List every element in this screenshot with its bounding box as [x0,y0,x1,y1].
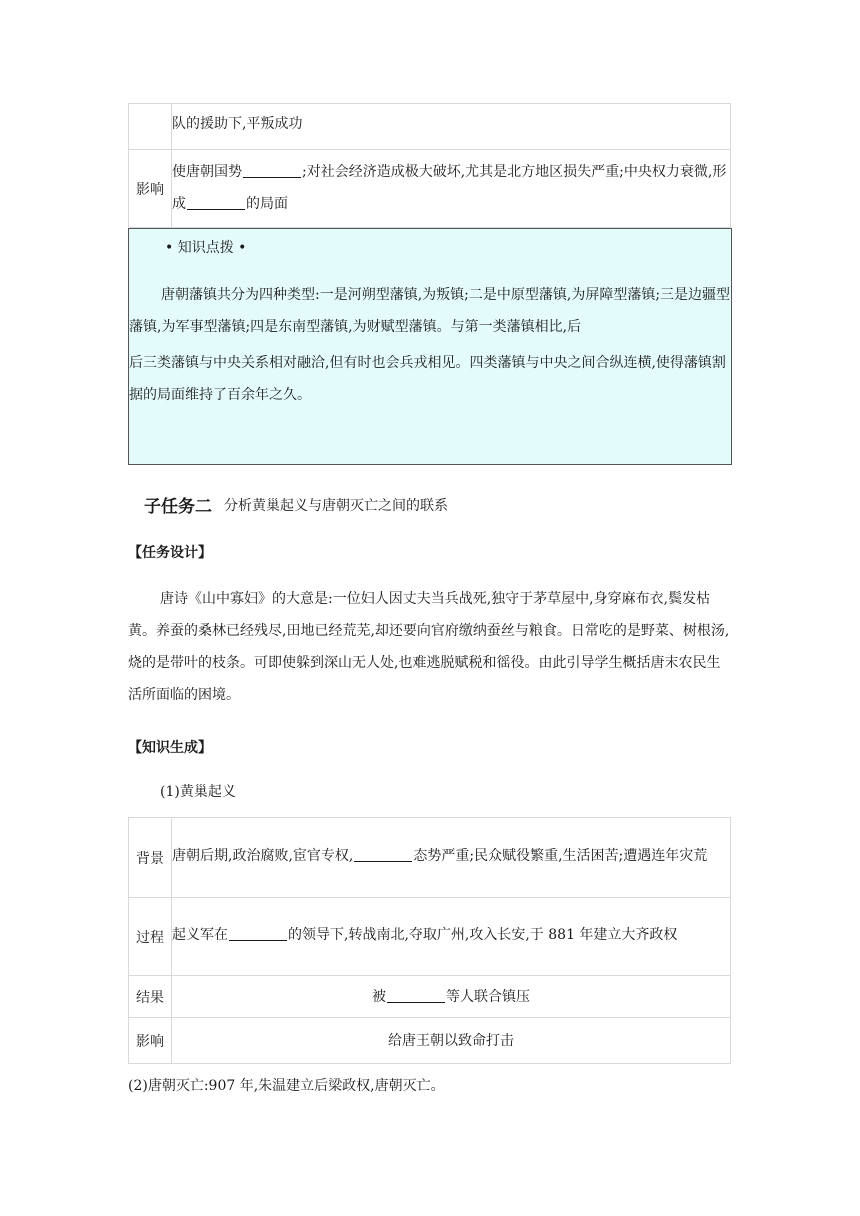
fill-blank[interactable] [187,195,245,210]
task-design-text [128,583,732,711]
subtask-label: 子任务二 [144,497,212,517]
knowledge-tip-box [128,228,732,465]
table-row-label: 结果 [129,976,172,1018]
item-heading: (1)黄巢起义 [160,784,236,800]
table-cell [172,818,731,898]
fill-blank[interactable] [229,926,287,941]
cell-text: 使唐朝国势 [172,163,242,180]
table-cell [172,976,731,1018]
knowledge-tip-paragraph: 后三类藩镇与中央关系相对融洽,但有时也会兵戎相见。四类藩镇与中央之间合纵连横,使得藩镇割据的局面维持了百余年之久。 [129,355,726,403]
cell-text: 队的援助下,平叛成功 [172,115,303,132]
cell-text: 给唐王朝以致命打击 [388,1032,514,1049]
table-row-label: 过程 [129,898,172,976]
table-cell [172,104,731,150]
table-cell [172,1018,731,1064]
knowledge-gen-heading: 【知识生成】 [128,740,212,756]
cell-text: 起义军在 [172,926,228,943]
cell-text: 被 [372,988,386,1005]
table-row-label [129,104,172,150]
subtask-title: 分析黄巢起义与唐朝灭亡之间的联系 [224,498,448,514]
fill-blank[interactable] [243,163,301,178]
task-design-paragraph: 唐诗《山中寡妇》的大意是:一位妇人因丈夫当兵战死,独守于茅草屋中,身穿麻布衣,鬓发枯黄。养蚕的桑林已经残尽,田地已经荒芜,却还要向官府缴纳蚕丝与粮食。日常吃的是野菜、树根汤,烧的是带叶的枝条。可即使躲到深山无人处,也难逃脱赋税和徭役。由此引导学生概括唐末农民生活所面临的困境。 [128,591,730,703]
cell-text: 唐朝后期,政治腐败,宦官专权, [172,847,354,864]
fill-blank[interactable] [387,988,445,1003]
table-row-label: 影响 [129,1018,172,1064]
cell-text: ;对社会经济造成极大破坏,尤其是北方地区损失严重;中央权力衰微,形成 [172,163,727,212]
table-cell [172,898,731,976]
cell-text: 的局面 [246,195,288,212]
fill-blank[interactable] [354,847,412,862]
table-row-label: 影响 [129,150,172,228]
table-cell [172,150,731,228]
knowledge-tip-text [129,279,731,411]
cell-text: 态势严重;民众赋役繁重,生活困苦;遭遇连年灾荒 [413,847,708,864]
cell-text: 的领导下,转战南北,夺取广州,攻入长安,于 881 年建立大齐政权 [288,926,678,943]
task-design-heading: 【任务设计】 [128,545,212,561]
item-text: (2)唐朝灭亡:907 年,朱温建立后梁政权,唐朝灭亡。 [128,1078,445,1094]
knowledge-tip-title: • 知识点拨 • [165,240,247,256]
influence-table [128,103,731,228]
huangchao-table [128,817,731,1064]
cell-text: 等人联合镇压 [446,988,530,1005]
table-row-label: 背景 [129,818,172,898]
knowledge-tip-paragraph: 唐朝藩镇共分为四种类型:一是河朔型藩镇,为叛镇;二是中原型藩镇,为屏障型藩镇;三是边疆型藩镇,为军事型藩镇;四是东南型藩镇,为财赋型藩镇。与第一类藩镇相比,后 [129,287,731,335]
